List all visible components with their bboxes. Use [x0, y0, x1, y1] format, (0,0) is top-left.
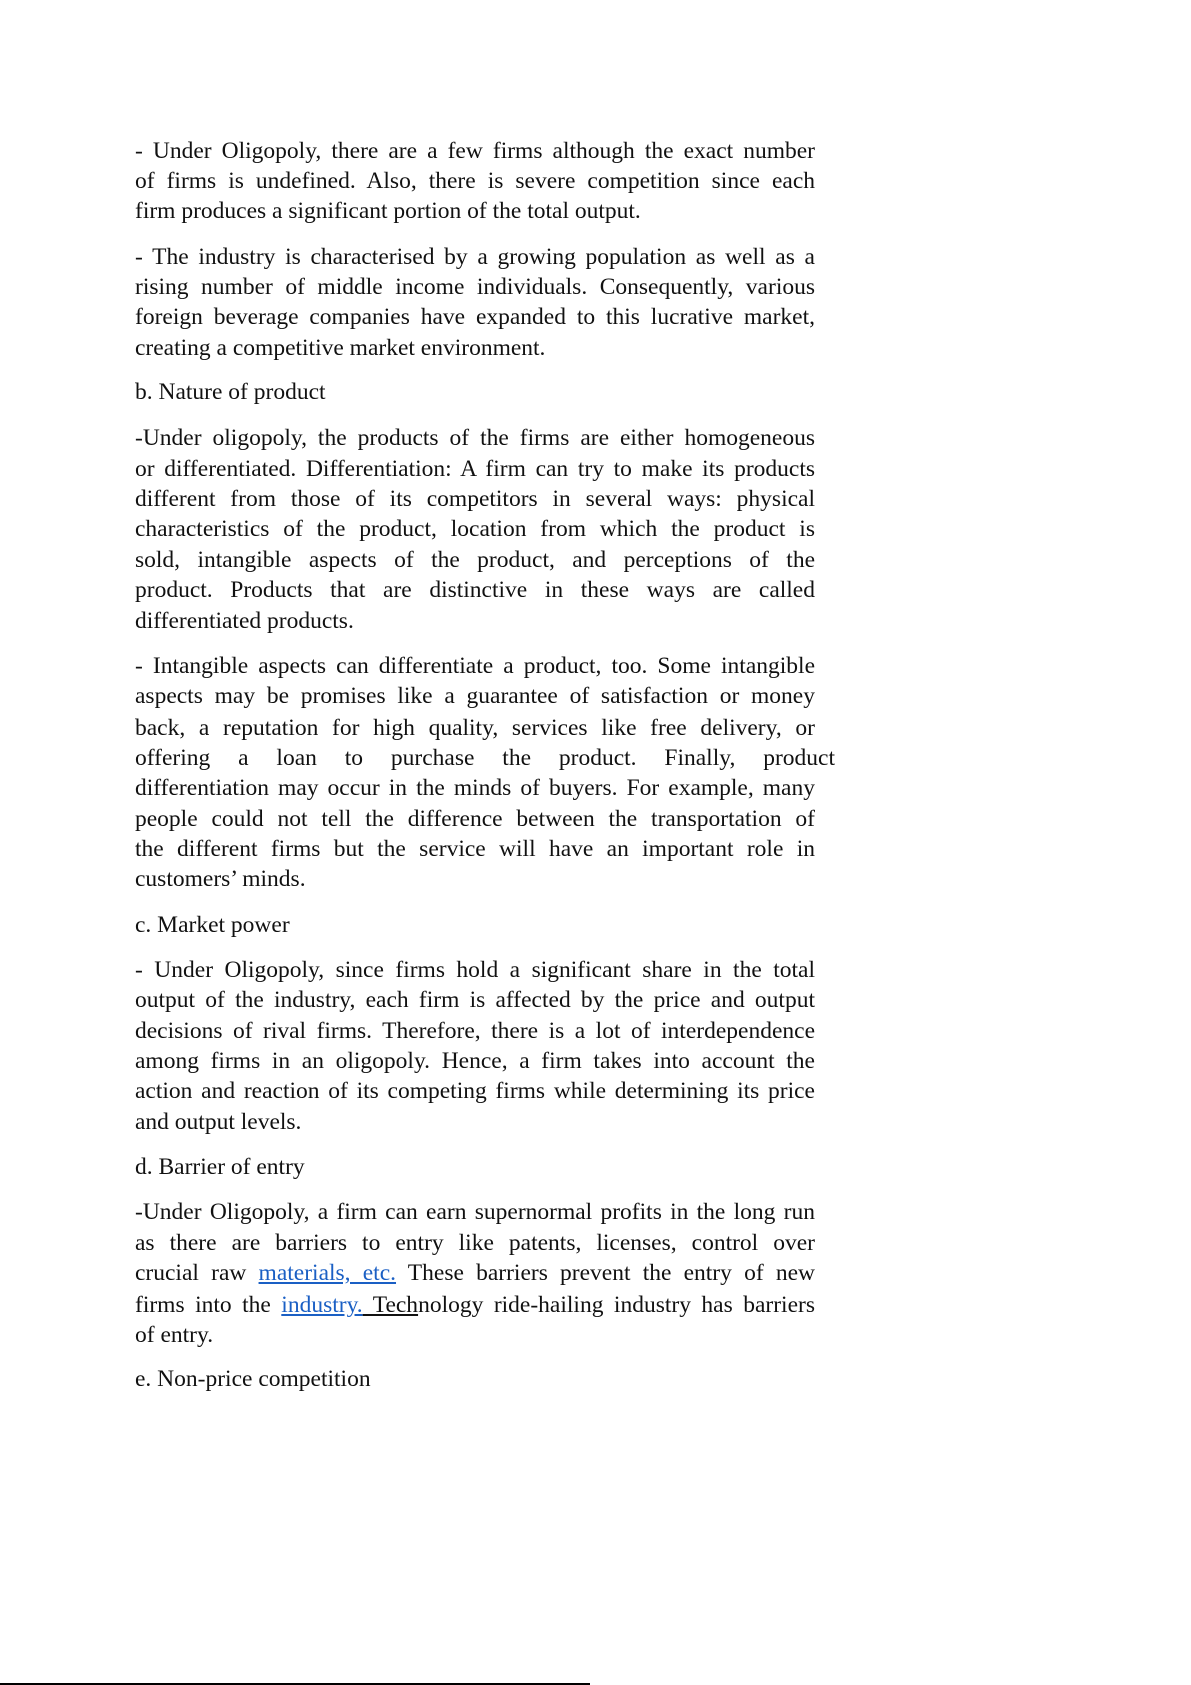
text-line — [135, 1290, 815, 1320]
materials-link[interactable]: materials, etc. — [258, 1260, 397, 1286]
text-line: people could not tell the difference between the transportation of — [135, 806, 815, 832]
text-line: customers’ minds. — [135, 866, 306, 892]
text-line: action and reaction of its competing firms while determining its price — [135, 1078, 815, 1104]
text-line: aspects may be promises like a guarantee of satisfaction or money — [135, 683, 815, 709]
text-line: differentiation may occur in the minds of buyers. For example, many — [135, 775, 815, 801]
text-line: firm produces a significant portion of the total output. — [135, 198, 641, 224]
text-line: sold, intangible aspects of the product, and perceptions of the — [135, 547, 815, 573]
text-line: different from those of its competitors in several ways: physical — [135, 486, 815, 512]
text-line: among firms in an oligopoly. Hence, a firm takes into account the — [135, 1048, 815, 1074]
text-line: - The industry is characterised by a growing population as well as a — [135, 244, 815, 270]
text-line: rising number of middle income individuals. Consequently, various — [135, 274, 815, 300]
text-line: output of the industry, each firm is affected by the price and output — [135, 987, 815, 1013]
text-line: offering a loan to purchase the product. Finally, product — [135, 745, 835, 771]
text: nology ride-hailing industry has barriers — [418, 1292, 815, 1318]
text-line: - Under Oligopoly, there are a few firms although the exact number — [135, 138, 815, 164]
text-line: - Intangible aspects can differentiate a product, too. Some intangible — [135, 653, 815, 679]
text-line: or differentiated. Differentiation: A firm can try to make its products — [135, 456, 815, 482]
text-line: -Under Oligopoly, a firm can earn supernormal profits in the long run — [135, 1199, 815, 1225]
text: These barriers prevent the entry of new — [396, 1260, 815, 1286]
text-line: d. Barrier of entry — [135, 1154, 305, 1180]
text-line: - Under Oligopoly, since firms hold a significant share in the total — [135, 957, 815, 983]
text-line: characteristics of the product, location from which the product is — [135, 516, 815, 542]
text-line: the different firms but the service will have an important role in — [135, 836, 815, 862]
text-line: b. Nature of product — [135, 379, 326, 405]
text: crucial raw — [135, 1260, 259, 1286]
text-line: back, a reputation for high quality, services like free delivery, or — [135, 715, 815, 741]
text-line: c. Market power — [135, 912, 290, 938]
industry-link[interactable]: industry. — [281, 1292, 363, 1318]
text-line: of firms is undefined. Also, there is severe competition since each — [135, 168, 815, 194]
text-line: differentiated products. — [135, 608, 354, 634]
underlined-text: Tech — [362, 1292, 419, 1318]
text: firms into the — [135, 1292, 282, 1318]
text-line: -Under oligopoly, the products of the firms are either homogeneous — [135, 425, 815, 451]
text-line: as there are barriers to entry like patents, licenses, control over — [135, 1230, 815, 1256]
text-line — [135, 1258, 815, 1288]
text-line: and output levels. — [135, 1109, 302, 1135]
text-line: foreign beverage companies have expanded to this lucrative market, — [135, 304, 815, 330]
text-line: product. Products that are distinctive in these ways are called — [135, 577, 815, 603]
text-line: decisions of rival firms. Therefore, there is a lot of interdependence — [135, 1018, 815, 1044]
text-line: creating a competitive market environment. — [135, 335, 546, 361]
text-line: of entry. — [135, 1322, 214, 1348]
text-line: e. Non-price competition — [135, 1366, 371, 1392]
